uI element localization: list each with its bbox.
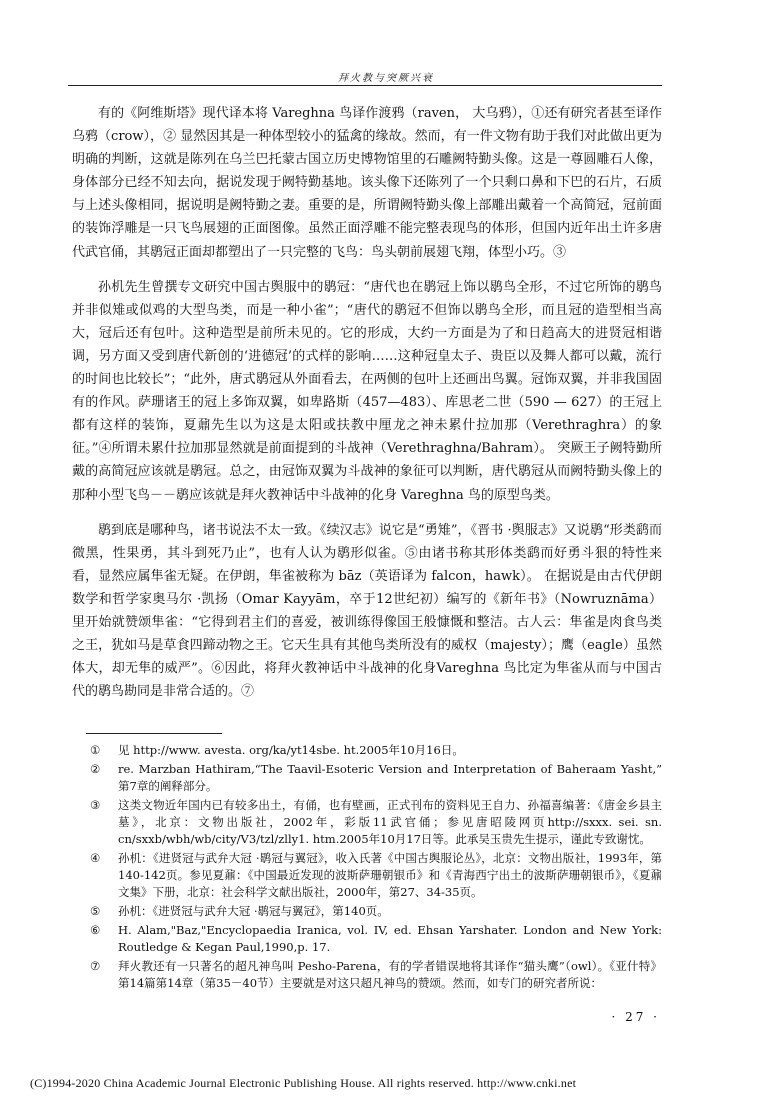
footnote	[90, 742, 662, 759]
footnote-mark: ③	[90, 798, 101, 812]
footnote	[90, 958, 662, 992]
footnote	[90, 761, 662, 795]
running-header: 拜火教与突厥兴衰	[338, 73, 434, 84]
paragraph: 孙机先生曾撰专文研究中国古舆服中的鹖冠：“唐代也在鹖冠上饰以鹖鸟全形，不过它所饰的鹖鸟并非似雉或似鸡的大型鸟类，而是一种小雀”；“唐代的鹖冠不但饰以鹖鸟全形，而且冠的造型相当高大，冠后还有包叶。这种造型是前所未见的。它的形成，大约一方面是为了和日趋高大的进贤冠相谐调，另方面又受到唐代新创的‘进德冠’的式样的影响……这种冠皇太子、贵臣以及舞人都可以戴，流行的时间也比较长”；“此外，唐式鹖冠从外面看去，在两侧的包叶上还画出鸟翼。冠饰双翼，并非我国固有的作风。萨珊诸王的冠上多饰双翼，如卑路斯（457—483）、库思老二世（590 — 627）的王冠上都有这样的装饰，夏鼐先生以为这是太阳或扶教中厘龙之神未累什拉加那（Verethraghra）的象征。”④所谓未累什拉加那显然就是前面提到的斗战神（Verethraghna/Bahram）。 突厥王子阙特勤所戴的高简冠应该就是鹖冠。总之，由冠饰双翼为斗战神的象征可以判断，唐代鹖冠从而阙特勤头像上的那种小型飞鸟－－鹖应该就是拜火教神话中斗战神的化身 Vareghna 鸟的原型鸟类。	[72, 279, 662, 503]
paragraph: 鹖到底是哪种鸟，诸书说法不太一致。《续汉志》说它是“勇雉”，《晋书 ·舆服志》又说鹖“形类鹞而微黑，性果勇，其斗到死乃止”，也有人认为鹖形似雀。⑤由诸书称其形体类鹞而好勇斗狠的特性来看，显然应属隼雀无疑。在伊朗，隼雀被称为 bāz（英语译为 falcon，hawk）。 在据说是由古代伊朗数学和哲学家奥马尔 ·凯扬（Omar Kayyām，卒于12世纪初）编写的《新年书》（Nowruznāma） 里开始就赞颂隼雀：“它得到君主们的喜爱，被训练得像国王般慷慨和整洁。古人云：隼雀是肉食鸟类之王，犹如马是草食四蹄动物之王。它天生具有其他鸟类所没有的威权（majesty）；鹰（eagle）虽然体大，却无隼的威严”。⑥因此，将拜火教神话中斗战神的化身Vareghna 鸟比定为隼雀从而与中国古代的鹖鸟勘同是非常合适的。⑦	[72, 522, 662, 700]
footnote-text: 见 http://www. avesta. org/ka/yt14sbe. ht.2005年10月16日。	[118, 743, 464, 757]
footnote	[90, 922, 662, 956]
copyright-line: (C)1994-2020 China Academic Journal Electronic Publishing House. All rights reserved. http://www.cnki.net	[30, 1076, 577, 1090]
footnote-mark: ④	[90, 851, 101, 865]
footnote-mark: ②	[90, 762, 101, 776]
footnote-mark: ⑤	[90, 904, 101, 918]
footnote	[90, 903, 662, 920]
page-number: · 27 ·	[611, 1010, 660, 1024]
footnote-mark: ⑥	[90, 923, 101, 937]
header-rule	[68, 85, 662, 86]
footnote-text: 孙机：《进贤冠与武弁大冠 ·鹖冠与翼冠》，第140页。	[118, 904, 389, 918]
footnote-text: 拜火教还有一只著名的超凡神鸟叫 Pesho-Parena，有的学者错误地将其译作“猫头鹰”（owl）。《亚什特》第14篇第14章（第35－40节）主要就是对这只超凡神鸟的赞颂。然而，如专门的研究者所说：	[118, 959, 662, 990]
footnote-rule	[86, 733, 222, 734]
footnote-mark: ⑦	[90, 959, 101, 973]
footnote	[90, 850, 662, 901]
footnote-text: re. Marzban Hathiram,“The Taavil-Esoteric Version and Interpretation of Baheraam Yasht,” 第7章的阐释部分。	[118, 762, 662, 793]
footnote-mark: ①	[90, 743, 101, 757]
footnote-text: 这类文物近年国内已有较多出土，有俑，也有壁画，正式刊布的资料见王自力、孙福喜编著：《唐金乡县主墓》，北京：文物出版社，2002年，彩版11武官俑；参见唐昭陵网页http://sxxx. sei. sn. cn/sxxb/wbh/wb/city/V3/tzl/zlly1. htm.2005年10月17日等。此承吴玉贵先生提示，谨此专致谢忱。	[118, 798, 662, 846]
footnote	[90, 797, 662, 848]
footnote-text: H. Alam,"Baz,"Encyclopaedia Iranica, vol. IV, ed. Ehsan Yarshater. London and New York: Routledge & Kegan Paul,1990,p. 17.	[118, 923, 662, 954]
footnote-text: 孙机：《进贤冠与武弁大冠 ·鹖冠与翼冠》，收入氏著《中国古舆服论丛》，北京：文物出版社，1993年，第140-142页。参见夏鼐：《中国最近发现的波斯萨珊朝银币》和《青海西宁出土的波斯萨珊朝银币》，《夏鼐文集》下册，北京：社会科学文献出版社，2000年，第27、34-35页。	[118, 851, 662, 899]
paragraph: 有的《阿维斯塔》现代译本将 Vareghna 鸟译作渡鸦（raven， 大乌鸦），①还有研究者甚至译作乌鸦（crow），② 显然因其是一种体型较小的猛禽的缘故。然而，有一件文物有助于我们对此做出更为明确的判断，这就是陈列在乌兰巴托蒙古国立历史博物馆里的石雕阙特勤头像。这是一尊圆雕石人像，身体部分已经不知去向，据说发现于阙特勤基地。该头像下还陈列了一个只剩口鼻和下巴的石片，石质与上述头像相同，据说明是阙特勤之妻。重要的是，所谓阙特勤头像上部雕出戴着一个高简冠，冠前面的装饰浮雕是一只飞鸟展翅的正面图像。虽然正面浮雕不能完整表现鸟的体形，但国内近年出土许多唐代武官俑，其鹖冠正面却都塑出了一只完整的飞鸟：鸟头朝前展翅飞翔，体型小巧。③	[72, 106, 662, 260]
body-text	[72, 102, 662, 715]
footnotes	[90, 742, 662, 994]
